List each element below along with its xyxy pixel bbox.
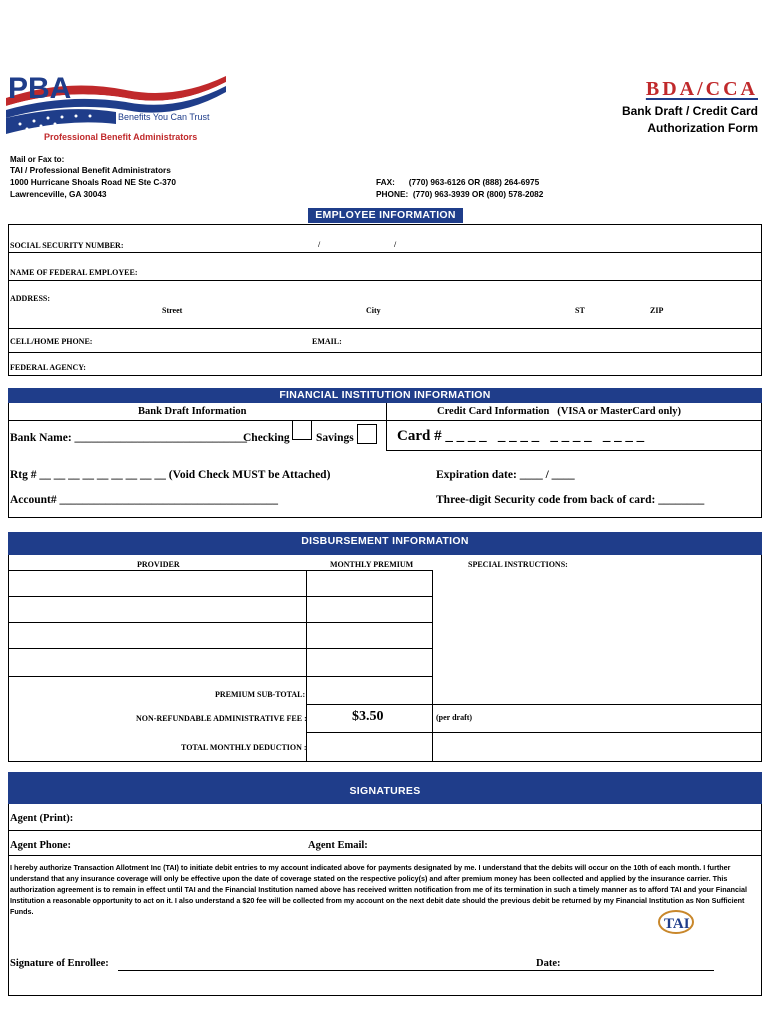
agent-phone-label: Agent Phone:	[10, 840, 71, 851]
agent-email-label: Agent Email:	[308, 840, 368, 851]
address-field[interactable]	[60, 284, 760, 304]
form-title-line2: Authorization Form	[647, 121, 758, 135]
form-code: BDA/CCA	[645, 78, 758, 100]
ssn-field[interactable]	[10, 232, 762, 250]
employee-section-header: EMPLOYEE INFORMATION	[308, 208, 463, 223]
svg-text:PBA: PBA	[8, 72, 72, 105]
ssn-separator-2: /	[394, 240, 397, 249]
per-draft-note: (per draft)	[436, 713, 473, 722]
employee-name-label: NAME OF FEDERAL EMPLOYEE:	[10, 268, 138, 277]
form-title-line1: Bank Draft / Credit Card	[621, 104, 758, 118]
ssn-separator-1: /	[318, 240, 321, 249]
email-field[interactable]	[345, 332, 755, 350]
agent-phone-field[interactable]	[80, 835, 300, 853]
checking-label: Checking	[243, 432, 290, 444]
address-line-1: TAI / Professional Benefit Administrators	[10, 165, 171, 175]
premium-row-2[interactable]	[308, 598, 430, 620]
address-line-3: Lawrenceville, GA 30043	[10, 189, 107, 199]
agent-print-field[interactable]	[80, 808, 760, 828]
phone-label: CELL/HOME PHONE:	[10, 337, 93, 346]
admin-fee-label: NON-REFUNDABLE ADMINISTRATIVE FEE :	[136, 714, 307, 723]
employee-name-field[interactable]	[130, 256, 760, 278]
signature-field[interactable]	[118, 950, 528, 970]
ssn-label: SOCIAL SECURITY NUMBER:	[10, 241, 124, 250]
signatures-section-header: SIGNATURES	[8, 772, 762, 804]
provider-row-2[interactable]	[10, 598, 304, 620]
special-instructions-field[interactable]	[436, 572, 758, 702]
state-label: ST	[575, 306, 585, 315]
provider-row-3[interactable]	[10, 624, 304, 646]
street-label: Street	[162, 306, 183, 315]
card-number-field[interactable]: Card # _ _ _ _ _ _ _ _ _ _ _ _ _ _ _ _	[397, 428, 645, 444]
email-label: EMAIL:	[312, 337, 342, 346]
phone-number: PHONE: (770) 963-3939 OR (800) 578-2082	[376, 189, 544, 199]
savings-checkbox[interactable]	[357, 424, 377, 444]
svg-text:Benefits You Can Trust: Benefits You Can Trust	[118, 112, 210, 122]
savings-label: Savings	[316, 432, 354, 444]
subtotal-field[interactable]	[308, 678, 430, 702]
svg-text:TAI: TAI	[664, 916, 690, 932]
phone-field[interactable]	[100, 332, 300, 350]
total-deduction-field[interactable]	[308, 734, 430, 760]
date-field[interactable]	[566, 950, 714, 970]
provider-header: PROVIDER	[137, 560, 180, 569]
signature-label: Signature of Enrollee:	[10, 958, 109, 969]
fax-number: FAX: (770) 963-6126 OR (888) 264-6975	[376, 177, 540, 187]
agency-label: FEDERAL AGENCY:	[10, 363, 86, 372]
routing-number-field[interactable]: Rtg # __ __ __ __ __ __ __ __ __ (Void Check MUST be Attached)	[10, 469, 331, 481]
premium-row-4[interactable]	[308, 650, 430, 674]
address-line-2: 1000 Hurricane Shoals Road NE Ste C-370	[10, 177, 177, 187]
checking-checkbox[interactable]	[292, 420, 312, 440]
city-label: City	[366, 306, 381, 315]
mail-label: Mail or Fax to:	[10, 155, 65, 164]
admin-fee-value: $3.50	[352, 709, 384, 724]
premium-row-3[interactable]	[308, 624, 430, 646]
date-label: Date:	[536, 958, 561, 969]
address-label: ADDRESS:	[10, 294, 51, 303]
subtotal-label: PREMIUM SUB-TOTAL:	[215, 690, 306, 699]
provider-row-1[interactable]	[10, 572, 304, 594]
credit-card-header: Credit Card Information (VISA or MasterCard only)	[437, 406, 682, 417]
premium-row-1[interactable]	[308, 572, 430, 594]
financial-section-header: FINANCIAL INSTITUTION INFORMATION	[8, 388, 762, 403]
expiration-date-field[interactable]: Expiration date: ____ / ____	[436, 469, 575, 481]
agent-print-label: Agent (Print):	[10, 813, 74, 824]
pba-logo	[6, 68, 228, 148]
tai-logo	[656, 908, 696, 936]
svg-text:Professional Benefit Administr: Professional Benefit Administrators	[44, 132, 198, 142]
total-deduction-label: TOTAL MONTHLY DEDUCTION :	[181, 743, 307, 752]
bank-draft-header: Bank Draft Information	[138, 406, 247, 417]
authorization-text: I hereby authorize Transaction Allotment Inc (TAI) to initiate debit entries to my account indicated above for payments designated by me. I understand that the debits will occur on the 10th of each month. I further understand that any insurance coverage will only be effective upon the date of coverage stated on the respective policy(s) and after premium money has been collected and applied by the insurance carrier. This authorization agreement is to remain in effect until TAI and the Financial Institution named above has received written notification from me of its termination in such a timely manner as to afford TAI and your Financial Institution a reasonable opportunity to act on it. I also understand a $20 fee will be collected from my account on the next debit date should the previous debit be returned by my Financial Institution as Non Sufficient Funds.	[10, 863, 747, 916]
agent-email-field[interactable]	[376, 835, 756, 853]
account-number-field[interactable]: Account# ______________________________________	[10, 494, 279, 506]
monthly-premium-header: MONTHLY PREMIUM	[330, 560, 414, 569]
special-instructions-header: SPECIAL INSTRUCTIONS:	[468, 560, 568, 569]
agency-field[interactable]	[90, 356, 755, 374]
provider-row-4[interactable]	[10, 650, 304, 674]
security-code-field[interactable]: Three-digit Security code from back of card: ________	[436, 494, 705, 506]
bank-name-field[interactable]: Bank Name: ______________________________	[10, 432, 248, 444]
zip-label: ZIP	[650, 306, 664, 315]
disbursement-section-header: DISBURSEMENT INFORMATION	[8, 532, 762, 555]
